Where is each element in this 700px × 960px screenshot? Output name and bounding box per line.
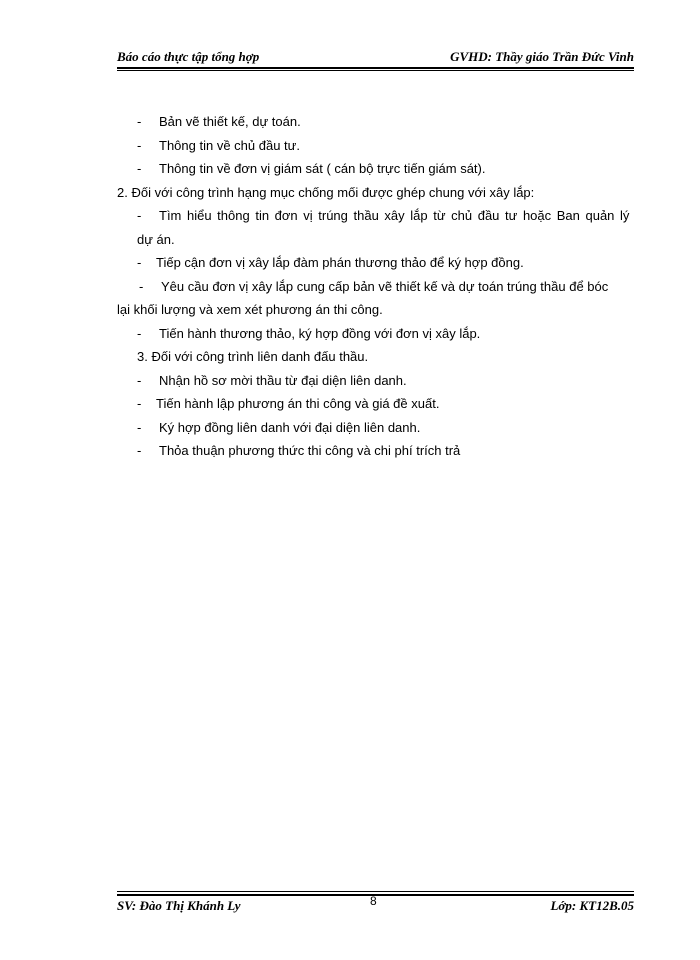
list-item-text: Tiếp cận đơn vị xây lắp đàm phán thương thảo để ký hợp đồng. [156,255,524,270]
list-item-text: Thông tin về đơn vị giám sát ( cán bộ trực tiến giám sát). [159,161,486,176]
bullet-dash: - [137,325,142,341]
bullet-dash: - [137,137,142,153]
list-item-text: Nhận hồ sơ mời thầu từ đại diện liên danh. [159,372,407,388]
list-item [117,157,634,181]
bullet-dash: - [137,443,142,458]
footer-student: SV: Đào Thị Khánh Ly [117,898,241,913]
section-heading-2 [117,181,634,205]
list-item [117,439,634,463]
list-item-text: Thông tin về chủ đầu tư. [159,137,300,153]
page-header [117,49,634,67]
section-heading-text: 2. Đối với công trình hạng mục chống mối được ghép chung với xây lắp: [117,184,535,200]
bullet-dash: - [137,396,142,411]
list-item [117,392,634,416]
list-item-continuation [117,228,634,252]
list-item-text: lại khối lượng và xem xét phương án thi công. [117,302,383,317]
footer-rule-thin [117,891,634,892]
bullet-dash: - [137,161,142,176]
bullet-dash: - [137,208,142,223]
section-heading-text: 3. Đối với công trình liên danh đấu thầu. [137,349,369,364]
list-item-text: dự án. [137,231,175,247]
header-rule-thin [117,70,634,71]
list-item-text: Tìm hiểu thông tin đơn vị trúng thầu xây lắp từ chủ đầu tư hoặc Ban quản lý [159,208,630,223]
section-heading-3 [117,345,634,369]
list-item [117,204,634,228]
bullet-dash: - [139,278,144,294]
page-footer [117,894,634,912]
bullet-dash: - [137,255,142,270]
bullet-dash: - [137,419,142,435]
list-item [117,322,634,346]
bullet-dash: - [137,114,142,129]
page-number: 8 [370,894,377,908]
list-item-text: Bản vẽ thiết kế, dự toán. [159,114,301,129]
list-item [117,134,634,158]
document-body [117,110,634,463]
list-item [117,275,634,299]
list-item [117,416,634,440]
list-item [117,251,634,275]
list-item-text: Tiến hành lập phương án thi công và giá đề xuất. [156,396,440,411]
bullet-dash: - [137,372,142,388]
list-item [117,369,634,393]
list-item-text: Ký hợp đồng liên danh với đại diện liên danh. [159,419,421,435]
footer-class: Lớp: KT12B.05 [550,898,634,913]
list-item-text: Tiến hành thương thảo, ký hợp đồng với đơn vị xây lắp. [159,325,481,341]
list-item [117,110,634,134]
list-item-text: Thỏa thuận phương thức thi công và chi phí trích trả [159,443,461,458]
header-advisor: GVHD: Thầy giáo Trần Đức Vinh [450,49,634,64]
list-item-continuation [117,298,634,322]
list-item-text: Yêu cầu đơn vị xây lắp cung cấp bản vẽ thiết kế và dự toán trúng thầu để bóc [161,278,609,294]
header-rule-thick [117,67,634,69]
header-report-title: Báo cáo thực tập tổng hợp [117,49,260,64]
